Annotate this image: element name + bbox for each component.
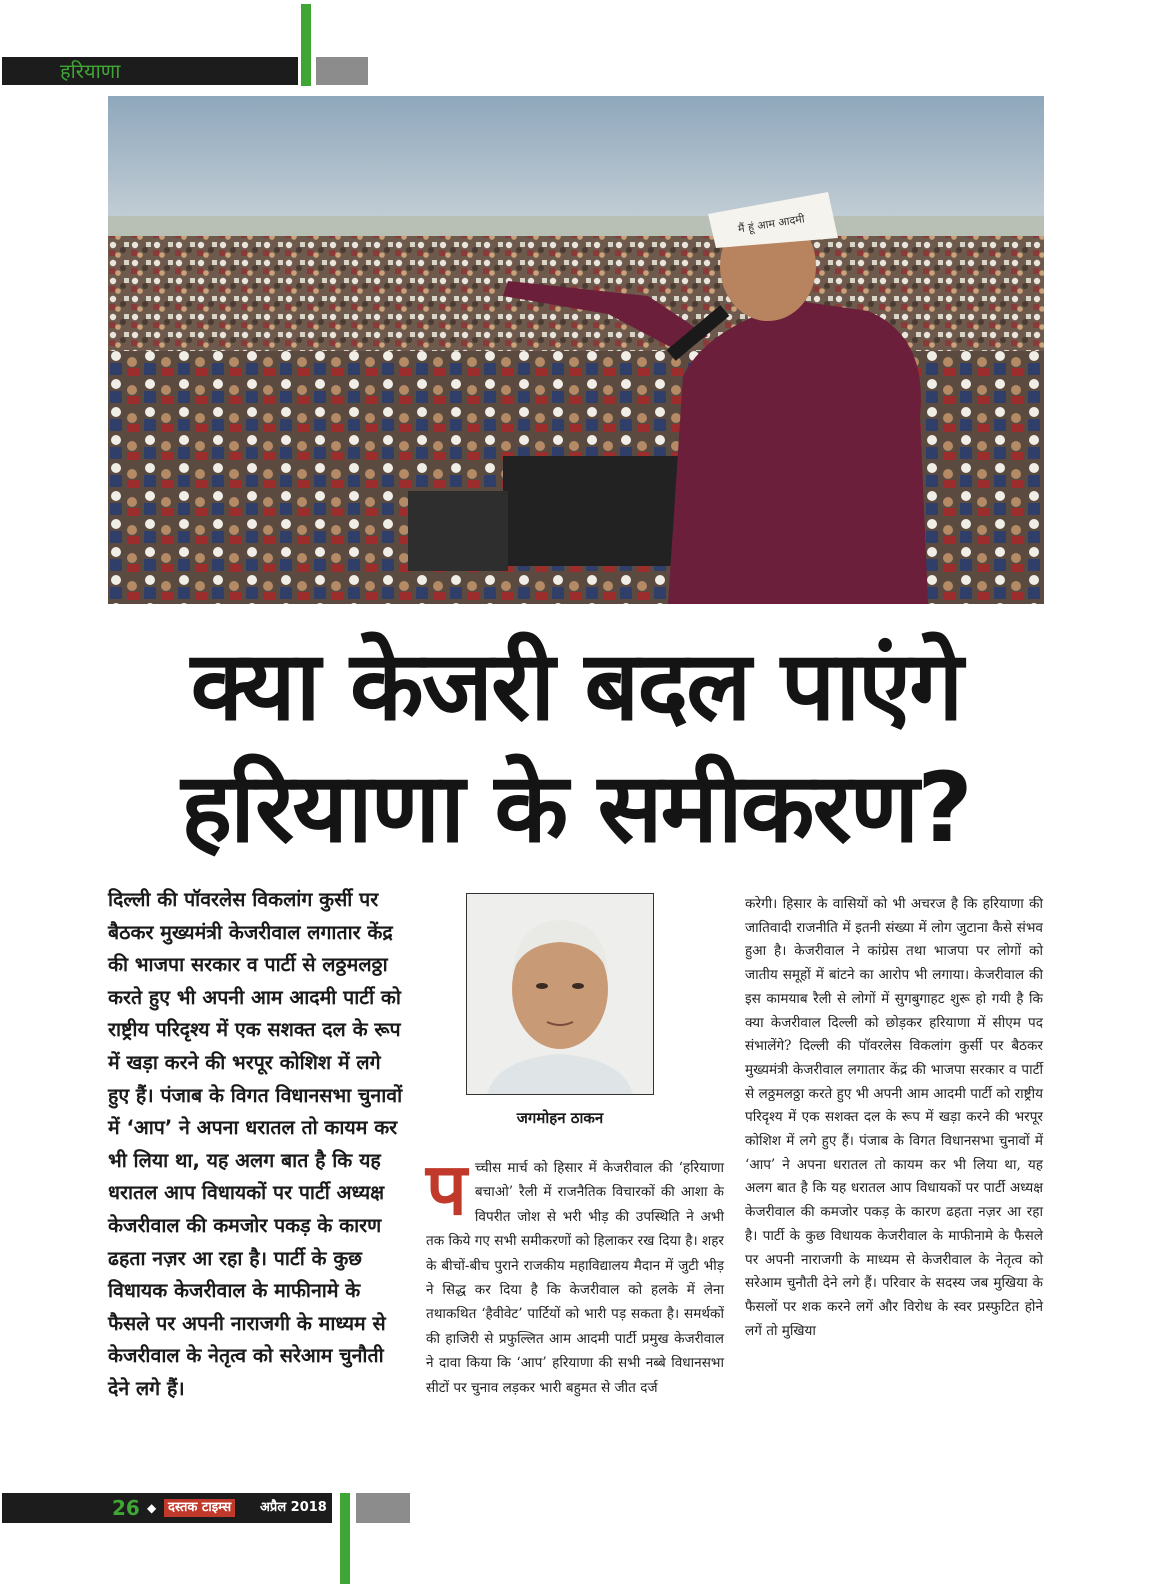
header-grey-block bbox=[316, 57, 368, 85]
magazine-logo: दस्तक टाइम्स bbox=[164, 1499, 235, 1517]
footer-bar bbox=[2, 1493, 332, 1523]
hero-photo bbox=[108, 96, 1044, 604]
author-photo bbox=[466, 893, 654, 1095]
section-label: हरियाणा bbox=[60, 59, 121, 83]
drop-cap: प bbox=[426, 1147, 467, 1231]
cap-text: मैं हूं आम आदमी bbox=[737, 212, 806, 236]
author-name: जगमोहन ठाकन bbox=[516, 1109, 604, 1127]
footer-green-rule bbox=[340, 1493, 350, 1584]
body-text-middle: च्चीस मार्च को हिसार में केजरीवाल की ‘हरियाणा बचाओ’ रैली में राजनैतिक विचारकों की आशा के विपरीत जोश से भरी भीड़ की उपस्थिति ने अभी तक किये गए सभी समीकरणों को हिलाकर रख दिया है। शहर के बीचों-बीच पुराने राजकीय महाविद्यालय मैदान में जुटी भीड़ ने सिद्ध कर दिया है कि केजरीवाल को हलके में लेना तथाकथित ‘हैवीवेट’ पार्टियों को भारी पड़ सकता है। समर्थकों की हाजिरी से प्रफुल्लित आम आदमी पार्टी प्रमुख केजरीवाल ने दावा किया कि ‘आप’ हरियाणा की सभी नब्बे विधानसभा सीटों पर चुनाव लड़कर भारी बहुमत से जीत दर्ज bbox=[426, 1160, 724, 1396]
section-header-bar bbox=[2, 57, 298, 85]
intro-paragraph: दिल्ली की पॉवरलेस विकलांग कुर्सी पर बैठकर मुख्यमंत्री केजरीवाल लगातार केंद्र की भाजपा सरकार व पार्टी से लठ्ठमलठ्ठा करते हुए भी अपनी आम आदमी पार्टी को राष्ट्रीय परिदृश्य में एक सशक्त दल के रूप में खड़ा करने की भरपूर कोशिश में लगे हुए हैं। पंजाब के विगत विधानसभा चुनावों में ‘आप’ ने अपना धरातल तो कायम कर भी लिया था, यह अलग बात है कि यह धरातल आप विधायकों पर पार्टी अध्यक्ष केजरीवाल की कमजोर पकड़ के कारण ढहता नज़र आ रहा है। पार्टी के कुछ विधायक केजरीवाल के माफीनामे के फैसले पर अपनी नाराजगी के माध्यम से केजरीवाल के नेतृत्व को सरेआम चुनौती देने लगे हैं। bbox=[108, 888, 403, 1400]
header-green-rule bbox=[301, 4, 311, 86]
footer-grey-block bbox=[356, 1493, 410, 1523]
issue-date: अप्रैल 2018 bbox=[260, 1500, 327, 1515]
headline-line-2: हरियाणा के समीकरण? bbox=[181, 752, 971, 864]
body-column-middle bbox=[426, 1147, 724, 1400]
body-column-right: करेगी। हिसार के वासियों को भी अचरज है कि हरियाणा की जातिवादी राजनीति में इतनी संख्या में लोग जुटाना कैसे संभव हुआ है। केजरीवाल ने कांग्रेस तथा भाजपा पर लोगों को जातीय समूहों में बांटने का आरोप भी लगाया। केजरीवाल की इस कामयाब रैली से लोगों में सुगबुगाहट शुरू हो गयी है कि क्या केजरीवाल दिल्ली को छोड़कर हरियाणा में सीएम पद संभालेंगे? दिल्ली की पॉवरलेस विकलांग कुर्सी पर बैठकर मुख्यमंत्री केजरीवाल लगातार केंद्र की भाजपा सरकार व पार्टी से लठ्ठमलठ्ठा करते हुए भी अपनी आम आदमी पार्टी को राष्ट्रीय परिदृश्य में एक सशक्त दल के रूप में खड़ा करने की भरपूर कोशिश में लगे हुए हैं। पंजाब के विगत विधानसभा चुनावों में ‘आप’ ने अपना धरातल तो कायम कर भी लिया था, यह अलग बात है कि यह धरातल आप विधायकों पर पार्टी अध्यक्ष केजरीवाल की कमजोर पकड़ के कारण ढहता नज़र आ रहा है। पार्टी के कुछ विधायक केजरीवाल के माफीनामे के फैसले पर अपनी नाराजगी के माध्यम से केजरीवाल के नेतृत्व को सरेआम चुनौती देने लगे हैं। परिवार के सदस्य जब मुखिया के फैसलों पर शक करने लगें और विरोध के स्वर प्रस्फुटित होने लगें तो मुखिया bbox=[745, 896, 1043, 1339]
headline-line-1: क्या केजरी बदल पाएंगे bbox=[190, 630, 962, 742]
footer-separator: ◆ bbox=[147, 1501, 157, 1515]
page-number: 26 bbox=[112, 1496, 140, 1520]
